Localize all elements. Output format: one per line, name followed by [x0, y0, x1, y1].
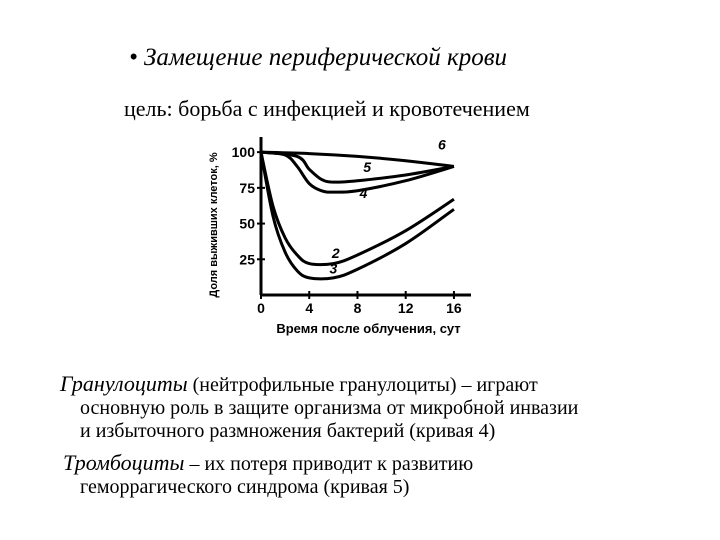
- x-tick-label: 8: [353, 300, 362, 316]
- x-tick-label: 0: [257, 300, 265, 316]
- y-axis: [232, 137, 265, 295]
- x-axis: [257, 291, 471, 316]
- granulocytes-line-1: (нейтрофильные гранулоциты) – играют: [187, 374, 538, 396]
- granulocytes-paragraph: [60, 373, 538, 396]
- x-axis-label: Время после облучения, сут: [276, 321, 461, 336]
- curve-label-2: 2: [331, 244, 340, 261]
- granulocytes-line-3: и избыточного размножения бактерий (кривая 4): [80, 420, 496, 442]
- cell-survival-chart: [195, 125, 515, 340]
- curve-label-5: 5: [363, 159, 372, 176]
- x-tick-label: 12: [397, 300, 414, 316]
- y-tick-label: 100: [231, 144, 255, 161]
- curve-label-4: 4: [359, 184, 368, 201]
- y-tick-label: 75: [239, 179, 255, 196]
- thrombocytes-paragraph: [63, 452, 473, 475]
- granulocytes-line-2: основную роль в защите организма от микробной инвазии: [80, 397, 579, 419]
- thrombocytes-line-2: геморрагического синдрома (кривая 5): [80, 476, 410, 498]
- slide-subtitle: цель: борьба с инфекцией и кровотечением: [124, 96, 530, 121]
- x-tick-label: 4: [305, 300, 314, 316]
- granulocytes-term: Гранулоциты: [60, 371, 188, 396]
- series-line-2: [261, 152, 454, 265]
- curve-label-6: 6: [437, 136, 446, 153]
- y-tick-label: 25: [239, 251, 255, 268]
- series-group: [261, 152, 454, 279]
- thrombocytes-line-1: – их потеря приводит к развитию: [184, 453, 474, 475]
- y-axis-label: Доля выживших клеток, %: [208, 152, 220, 298]
- x-tick-label: 16: [446, 300, 462, 316]
- curve-label-3: 3: [329, 260, 338, 277]
- thrombocytes-term: Тромбоциты: [63, 450, 185, 475]
- slide-title: • Замещение периферической крови: [129, 44, 508, 71]
- y-tick-label: 50: [239, 215, 255, 232]
